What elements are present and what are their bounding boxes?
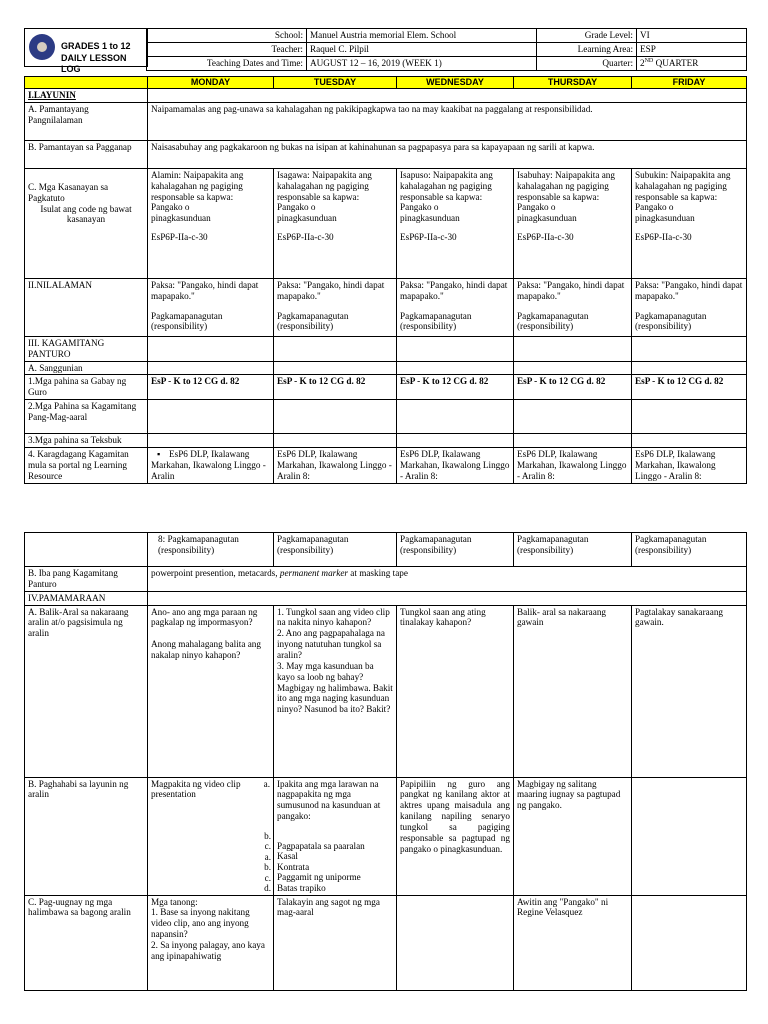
iba-label: B. Iba pang Kagamitang Panturo [25,567,148,592]
nilalaman-monday [148,278,274,336]
empty-cell [148,591,747,605]
gabay-thursday: EsP - K to 12 CG d. 82 [514,375,632,400]
empty-cell [148,400,274,434]
paghahabi-thursday: Magbigay ng salitang maaring iugnay sa pagtupad ng pangako. [514,777,632,895]
pag-uugnay-tuesday: Talakayin ang sagot ng mga mag-aaral [274,895,397,990]
portal-label: 4. Karagdagang Kagamitan mula sa portal ng Learning Resource [25,448,148,484]
school-label: School: [147,29,307,43]
days-header-blank [25,77,148,89]
row-b-label: B. Pamantayan sa Pagganap [25,140,148,168]
portal-tuesday: EsP6 DLP, Ikalawang Markahan, Ikawalong Linggo - Aralin 8: [274,448,397,484]
empty-cell [148,336,274,361]
sanggunian-label: A. Sanggunian [25,361,148,375]
quarter-number: 2 [640,57,645,68]
paghahabi-monday-a: Magpakita ng video clip [151,778,241,789]
balik-monday: Ano- ano ang mga paraan ng pagkalap ng impormasyon? Anong mahalagang balita ang nakalap ninyo kahapon? [148,605,274,777]
lesson-log-table-page2 [24,532,747,991]
row-a-label: A. Pamantayang Pangnilalaman [25,102,148,140]
row-b-text: Naisasabuhay ang pagkakaroon ng bukas na isipan at kahinahunan sa pagpapasya para sa kapayapaan ng sarili at kapwa. [148,140,747,168]
area-label: Learning Area: [537,42,637,56]
paghahabi-item: Kasal [277,851,298,862]
nilalaman-tuesday [274,278,397,336]
row-c-thursday-text: Isabuhay: Naipapakita ang kahalagahan ng pagiging responsable sa kapwa: Pangako o pinagkasunduan [517,169,615,224]
day-wednesday: WEDNESDAY [397,77,514,89]
paghahabi-label: B. Paghahabi sa layunin ng aralin [25,777,148,895]
row-c-tuesday-text: Isagawa: Naipapakita ang kahalagahan ng pagiging responsable sa kapwa: Pangako o pinagkasunduan [277,169,372,224]
nilalaman-wednesday [397,278,514,336]
pag-uugnay-monday: Mga tanong: 1. Base sa inyong nakitang video clip, ano ang inyong napansin? 2. Sa inyong palagay, ano kaya ang ipinapahiwatig [148,895,274,990]
row-c-wednesday-text: Isapuso: Naipapakita ang kahalagahan ng pagiging responsable sa kapwa: Pangako o pinagkasunduan [400,169,493,224]
row-c-friday-code: EsP6P-IIa-c-30 [635,232,692,243]
portal-friday: EsP6 DLP, Ikalawang Markahan, Ikawalong Linggo - Aralin 8: [632,448,747,484]
balik-friday: Pagtalakay sanakaraang gawain. [632,605,747,777]
paghahabi-monday [148,777,274,895]
deped-seal-icon [29,34,55,60]
nilalaman-label: II.NILALAMAN [25,278,148,336]
portal-cont-wednesday: Pagkamapanagutan (responsibility) [397,533,514,567]
iba-text-2: permanent marker [279,568,348,578]
row-c-wednesday [397,168,514,278]
lesson-log-table-page1 [24,76,747,484]
empty-cell [397,336,514,361]
quarter-value [637,56,747,70]
paksa-monday: Paksa: "Pangako, hindi dapat mapapako." [151,279,259,301]
row-c-monday-code: EsP6P-IIa-c-30 [151,232,208,243]
logo-title-line2: DAILY LESSON LOG [61,53,127,74]
empty-cell [274,434,397,448]
quarter-superscript: ND [644,57,654,64]
row-c-friday [632,168,747,278]
iba-text [148,567,747,592]
empty-cell [397,895,514,990]
paghahabi-tuesday [274,777,397,895]
area-value: ESP [637,42,747,56]
portal-monday-text: EsP6 DLP, Ikalawang Markahan, Ikawalong Linggo - Aralin [151,449,266,481]
sub-wednesday: Pagkamapanagutan (responsibility) [400,310,472,332]
marker: b. [264,862,271,873]
quarter-label: Quarter: [537,56,637,70]
days-header-row [25,77,747,89]
header-info-table [146,28,747,71]
gabay-monday: EsP - K to 12 CG d. 82 [148,375,274,400]
row-c-monday-text: Alamin: Naipapakita ang kahalagahan ng pagiging responsable sa kapwa: Pangako o pinagkasunduan [151,169,244,224]
paksa-wednesday: Paksa: "Pangako, hindi dapat mapapako." [400,279,508,301]
day-monday: MONDAY [148,77,274,89]
empty-cell [148,434,274,448]
pag-uugnay-thursday: Awitin ang "Pangako" ni Regine Velasquez [514,895,632,990]
gabay-wednesday: EsP - K to 12 CG d. 82 [397,375,514,400]
paghahabi-item: Pagpapatala sa paaralan [277,840,365,851]
marker: c. [264,841,271,852]
paksa-friday: Paksa: "Pangako, hindi dapat mapapako." [635,279,743,301]
balik-wednesday: Tungkol saan ang ating tinalakay kahapon? [397,605,514,777]
row-c-title: C. Mga Kasanayan sa Pagkatuto [28,181,109,203]
empty-cell [632,361,747,375]
empty-cell [397,361,514,375]
portal-thursday: EsP6 DLP, Ikalawang Markahan, Ikawalong Linggo - Aralin 8: [514,448,632,484]
row-c-tuesday [274,168,397,278]
paksa-thursday: Paksa: "Pangako, hindi dapat mapapako." [517,279,625,301]
row-c-thursday-code: EsP6P-IIa-c-30 [517,232,574,243]
empty-cell [514,336,632,361]
paghahabi-monday-mark: a. [263,778,270,789]
paghahabi-monday-b: presentation [151,789,196,800]
iba-text-1: powerpoint presention, metacards, [151,568,280,578]
empty-cell [632,400,747,434]
logo-block [24,28,148,74]
school-value: Manuel Austria memorial Elem. School [307,29,537,43]
pag-uugnay-label: C. Pag-uugnay ng mga halimbawa sa bagong aralin [25,895,148,990]
empty-cell [148,361,274,375]
dates-label: Teaching Dates and Time: [147,56,307,70]
section-layunin: I.LAYUNIN [25,89,148,103]
balik-label: A. Balik-Aral sa nakaraang aralin at/o pagsisimula ng aralin [25,605,148,777]
paghahabi-item: Kontrata [277,861,310,872]
portal-wednesday: EsP6 DLP, Ikalawang Markahan, Ikawalong Linggo - Aralin 8: [397,448,514,484]
gabay-label: 1.Mga pahina sa Gabay ng Guro [25,375,148,400]
empty-cell [274,361,397,375]
empty-cell [397,434,514,448]
sub-monday: Pagkamapanagutan (responsibility) [151,310,223,332]
empty-cell [514,400,632,434]
gabay-tuesday: EsP - K to 12 CG d. 82 [274,375,397,400]
teacher-value: Raquel C. Pilpil [307,42,537,56]
sub-tuesday: Pagkamapanagutan (responsibility) [277,310,349,332]
row-c-sub: Isulat ang code ng bawat kasanayan [40,203,132,225]
grade-value: VI [637,29,747,43]
empty-cell [632,895,747,990]
balik-thursday: Balik- aral sa nakaraang gawain [514,605,632,777]
empty-cell [514,434,632,448]
gabay-friday: EsP - K to 12 CG d. 82 [632,375,747,400]
empty-cell [274,400,397,434]
row-c-wednesday-code: EsP6P-IIa-c-30 [400,232,457,243]
sub-thursday: Pagkamapanagutan (responsibility) [517,310,589,332]
empty-cell [514,361,632,375]
row-c-label [25,168,148,278]
portal-cont-tuesday: Pagkamapanagutan (responsibility) [274,533,397,567]
paghahabi-markers [264,831,271,894]
section-layunin-span [148,89,747,103]
empty-cell [632,777,747,895]
row-a-text: Naipamamalas ang pag-unawa sa kahalagahan ng pakikipagkapwa tao na may kaakibat na paggalang at responsibilidad. [148,102,747,140]
row-c-monday [148,168,274,278]
marker: a. [264,851,271,862]
nilalaman-thursday [514,278,632,336]
marker: c. [264,872,271,883]
paghahabi-item: Paggamit ng uniporme [277,872,361,883]
empty-cell [274,336,397,361]
portal-monday [148,448,274,484]
kagamitan-label: III. KAGAMITANG PANTURO [25,336,148,361]
paghahabi-item: Batas trapiko [277,882,326,893]
paghahabi-tuesday-intro: Ipakita ang mga larawan na nagpapakita ng mga sumusunod na kasunduan at pangako: [277,778,381,822]
paghahabi-item [277,830,393,841]
portal-cont-monday: 8: Pagkamapanagutan (responsibility) [148,533,274,567]
dates-value: AUGUST 12 – 16, 2019 (WEEK 1) [307,56,537,70]
grade-label: Grade Level: [537,29,637,43]
empty-cell [632,336,747,361]
pamamaraan-label: IV.PAMAMARAAN [25,591,148,605]
teksbuk-label: 3.Mga pahina sa Teksbuk [25,434,148,448]
iba-text-3: at masking tape [347,568,408,578]
mag-aaral-label: 2.Mga Pahina sa Kagamitang Pang-Mag-aaral [25,400,148,434]
day-thursday: THURSDAY [514,77,632,89]
day-friday: FRIDAY [632,77,747,89]
day-tuesday: TUESDAY [274,77,397,89]
row-c-thursday [514,168,632,278]
portal-cont-thursday: Pagkamapanagutan (responsibility) [514,533,632,567]
marker: b. [264,830,271,841]
logo-title-line1: GRADES 1 to 12 [61,41,131,51]
row-c-tuesday-code: EsP6P-IIa-c-30 [277,232,334,243]
portal-cont-friday: Pagkamapanagutan (responsibility) [632,533,747,567]
teacher-label: Teacher: [147,42,307,56]
empty-cell [397,400,514,434]
empty-cell [632,434,747,448]
bullet-icon: ▪ [157,449,161,460]
balik-tuesday: 1. Tungkol saan ang video clip na nakita ninyo kahapon? 2. Ano ang pagpapahalaga na inyong natutuhan tungkol sa aralin? 3. May mga kasunduan ba kayo sa loob ng bahay? Magbigay ng halimbawa. Bakit ito ang mga naging kasunduan ninyo? Nasunod ba ito? Bakit? [274,605,397,777]
row-c-friday-text: Subukin: Naipapakita ang kahalagahan ng pagiging responsable sa kapwa: Pangako o pinagkasunduan [635,169,731,224]
marker: d. [264,883,271,894]
sub-friday: Pagkamapanagutan (responsibility) [635,310,707,332]
paghahabi-wednesday: Papipiliin ng guro ang pangkat ng kanilang aktor at aktres upang maisadula ang kanilang napiling senaryo tungkol sa pagiging responsable sa pagtupad ng pangako o pinagkasunduan. [397,777,514,895]
nilalaman-friday [632,278,747,336]
quarter-word: QUARTER [653,57,699,68]
paksa-tuesday: Paksa: "Pangako, hindi dapat mapapako." [277,279,385,301]
empty-cell [25,533,148,567]
